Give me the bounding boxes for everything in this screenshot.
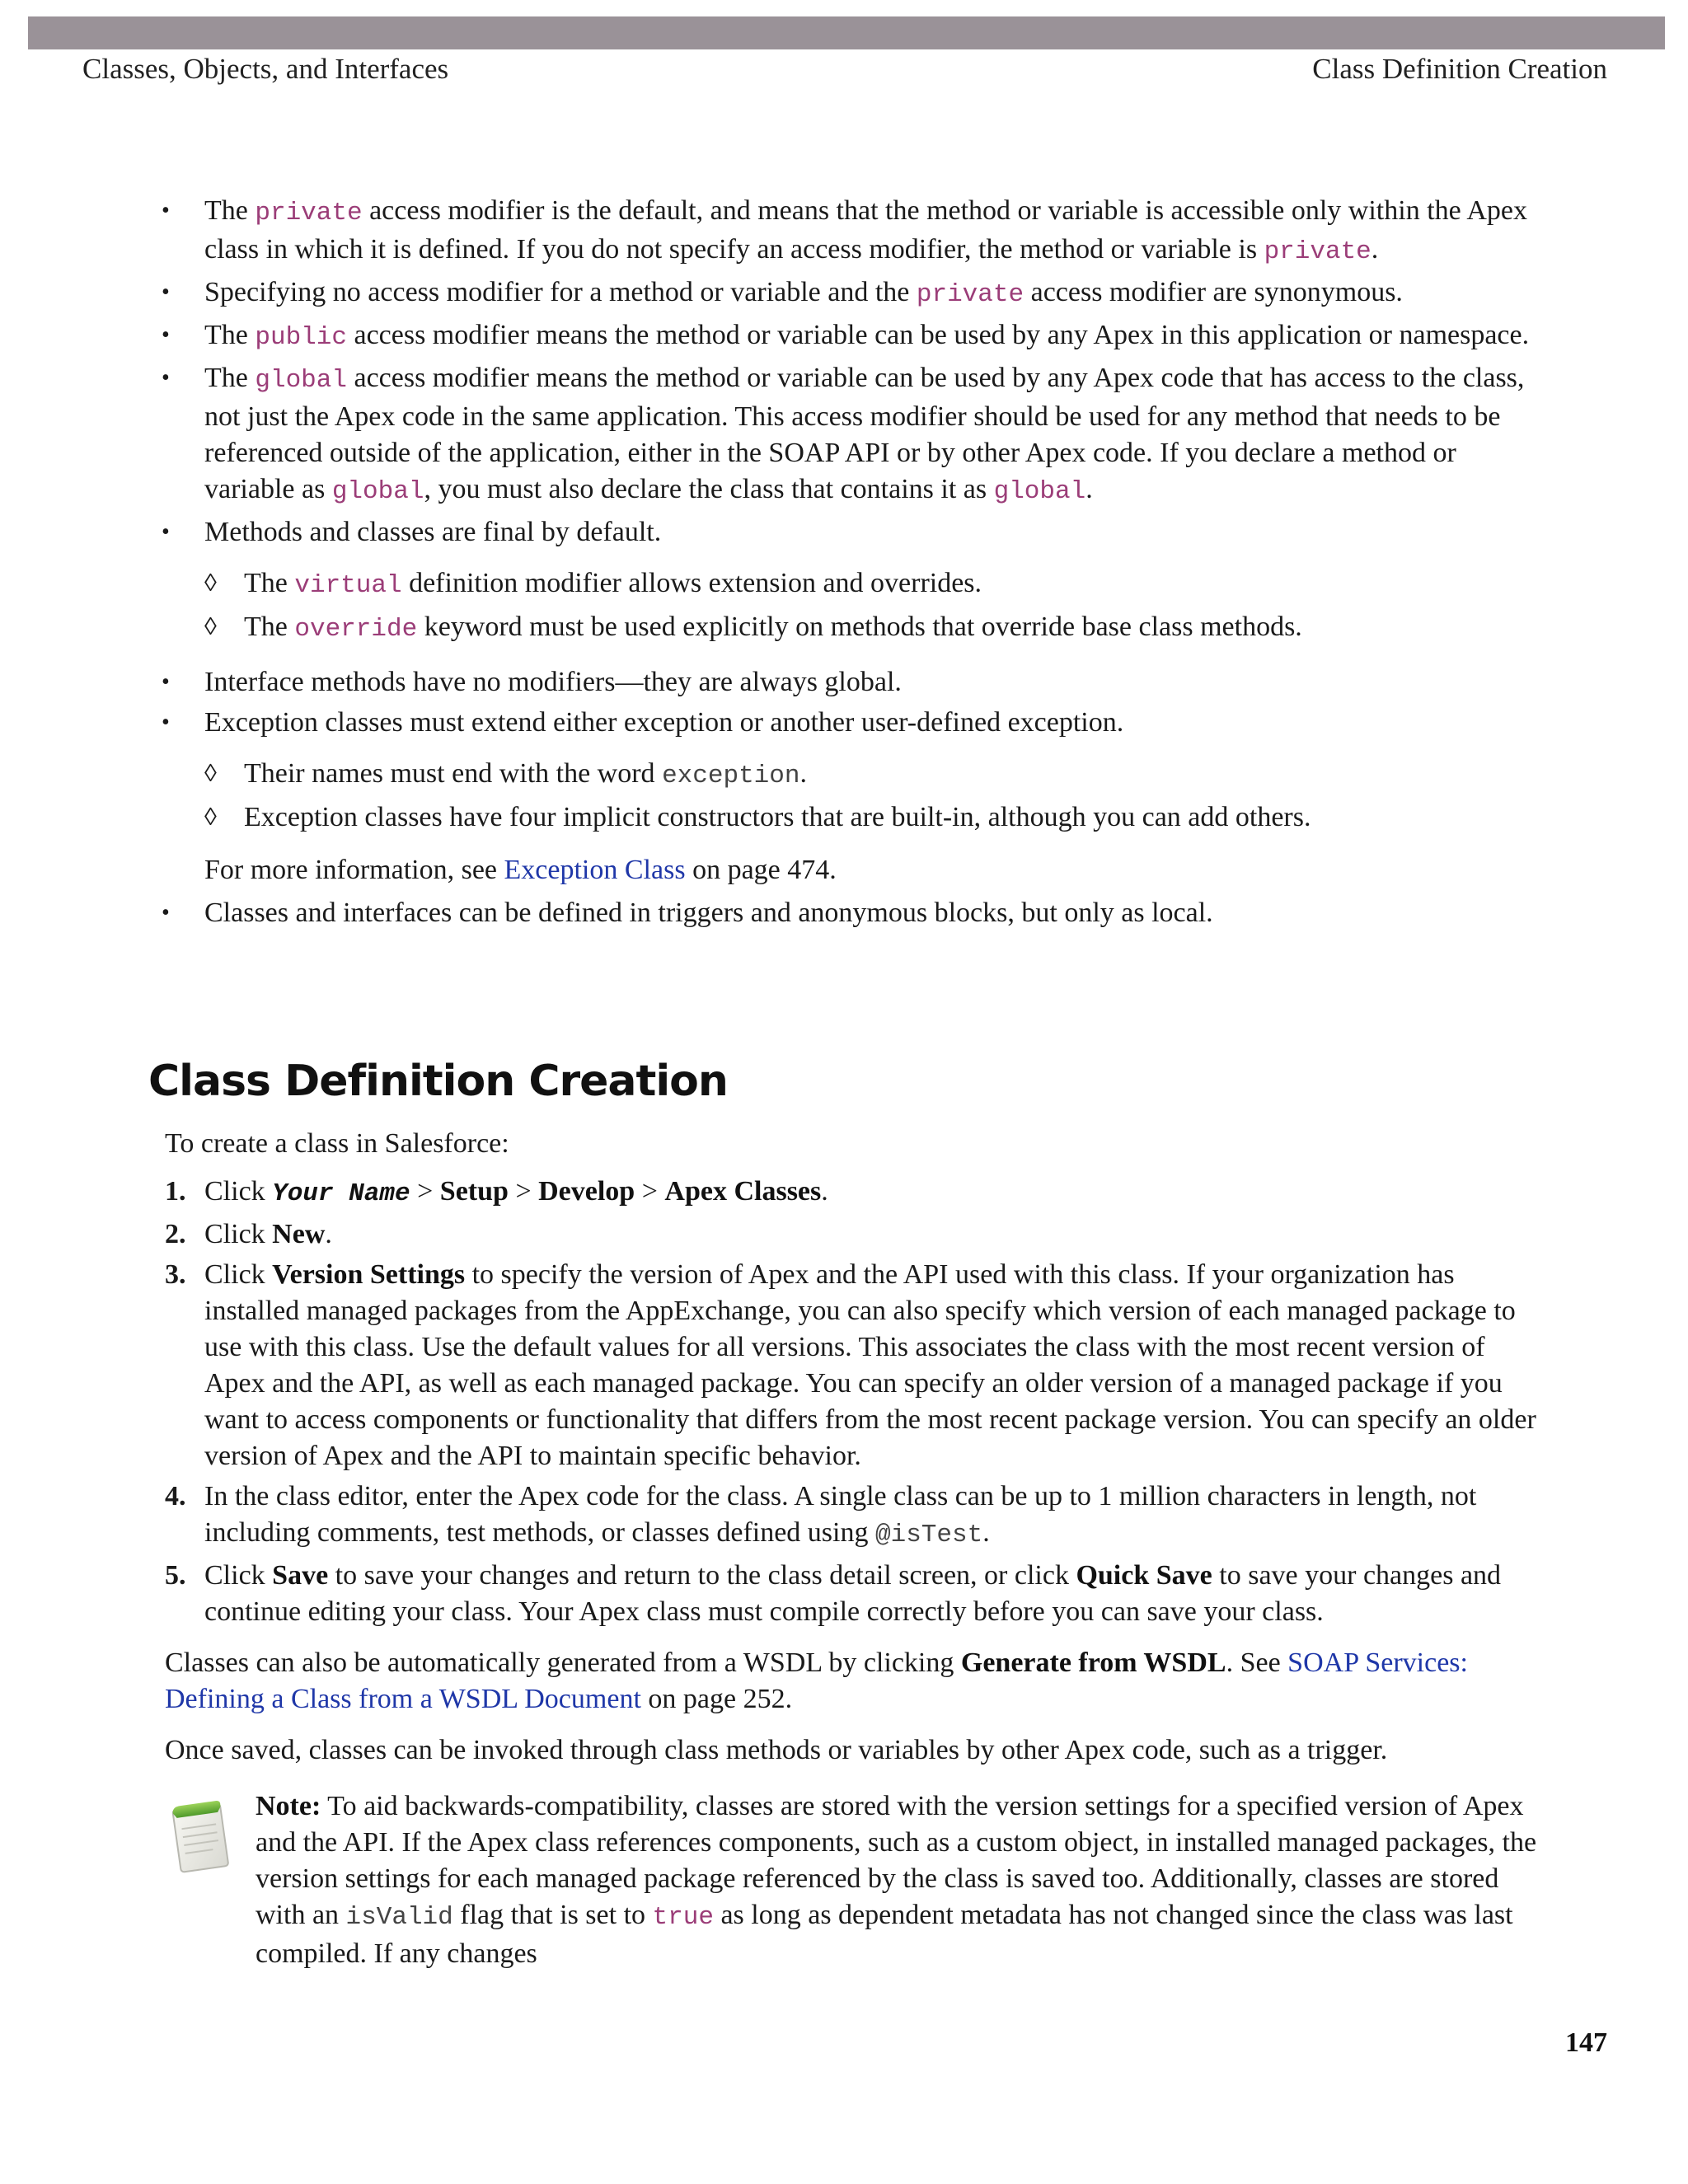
sub-list-item: ◊ Exception classes have four implicit constructors that are built-in, although you can add others. xyxy=(204,799,1546,836)
wsdl-paragraph: Classes can also be automatically generated from a WSDL by clicking Generate from WSDL. See SOAP Services: Defining a Class from a WSDL Document on page 252. xyxy=(165,1647,1468,1714)
list-item: • Exception classes must extend either exception or another user-defined exception. ◊ Their names must end with the word exception. ◊ Exception classes have four implicit constructors that are built-in, although you can add others. For more information, see Exception Class on page 474. xyxy=(0,705,1688,888)
inline-code: virtual xyxy=(294,571,402,600)
step-item: 4. In the class editor, enter the Apex code for the class. A single class can be up to 1 million characters in length, not including comments, test methods, or classes defined using @isTest. xyxy=(0,1479,1688,1554)
more-info-paragraph: For more information, see Exception Class on page 474. xyxy=(204,855,837,885)
access-modifier-list-block xyxy=(0,193,1688,935)
running-header-chapter: Classes, Objects, and Interfaces xyxy=(82,53,449,85)
step-number: 3. xyxy=(165,1259,186,1290)
sub-list xyxy=(204,565,1546,648)
access-modifier-list xyxy=(0,193,1688,931)
bullet-marker: • xyxy=(162,669,170,695)
inline-code: global xyxy=(331,477,424,506)
sub-list-item: ◊ The virtual definition modifier allows extension and overrides. xyxy=(204,565,1546,604)
diamond-marker: ◊ xyxy=(204,760,217,787)
inline-code: global xyxy=(993,477,1086,506)
diamond-marker: ◊ xyxy=(204,613,217,640)
list-item: • The public access modifier means the method or variable can be used by any Apex in this application or namespace. xyxy=(0,317,1688,356)
section-heading: Class Definition Creation xyxy=(148,1057,728,1106)
once-saved-paragraph: Once saved, classes can be invoked through class methods or variables by other Apex code, such as a trigger. xyxy=(165,1735,1388,1765)
soap-services-link[interactable]: SOAP Services: Defining a Class from a WSDL Document xyxy=(165,1647,1468,1714)
sub-list-item: ◊ Their names must end with the word exception. xyxy=(204,756,1546,794)
step-item: 2. Click New. xyxy=(0,1216,1688,1253)
bullet-marker: • xyxy=(162,322,170,348)
exception-class-link[interactable]: Exception Class xyxy=(504,855,686,885)
sub-list-item: ◊ The override keyword must be used explicitly on methods that override base class methods. xyxy=(204,609,1546,648)
step-number: 1. xyxy=(165,1176,186,1207)
inline-code: private xyxy=(1264,237,1372,266)
list-item: • Methods and classes are final by default. ◊ The virtual definition modifier allows extension and overrides. ◊ The override keyword must be used explicitly on methods that override base class methods. xyxy=(0,514,1688,648)
bullet-marker: • xyxy=(162,710,170,735)
bullet-marker: • xyxy=(162,519,170,545)
step-number: 4. xyxy=(165,1481,186,1511)
step-item: 3. Click Version Settings to specify the version of Apex and the API used with this class. If your organization has installed managed packages from the AppExchange, you can also specify which version of each managed package to use with this class. Use the default values for all versions. This associates the class with the most recent version of Apex and the API, as well as each managed package. You can specify an older version of a managed package if you want to access components or functionality that differs from the most recent package version. You can specify an older version of Apex and the API to maintain specific behavior. xyxy=(0,1257,1688,1474)
inline-code: Your Name xyxy=(272,1179,410,1208)
step-item: 5. Click Save to save your changes and return to the class detail screen, or click Quick Save to save your changes and continue editing your class. Your Apex class must compile correctly before you can save your class. xyxy=(0,1558,1688,1630)
bullet-marker: • xyxy=(162,279,170,305)
inline-code: override xyxy=(294,615,418,644)
inline-code: public xyxy=(255,323,347,352)
bullet-marker: • xyxy=(162,900,170,926)
section-intro: To create a class in Salesforce: xyxy=(165,1128,509,1159)
inline-code: global xyxy=(255,366,347,395)
step-number: 2. xyxy=(165,1219,186,1249)
list-item: • The global access modifier means the method or variable can be used by any Apex code that has access to the class, not just the Apex code in the same application. This access modifier should be used for any method that needs to be referenced outside of the application, either in the SOAP API or by other Apex code. If you declare a method or variable as global, you must also declare the class that contains it as global. xyxy=(0,360,1688,510)
note-label: Note: xyxy=(256,1791,321,1821)
note-icon xyxy=(166,1795,236,1877)
step-item: 1. Click Your Name > Setup > Develop > Apex Classes. xyxy=(0,1174,1688,1212)
diamond-marker: ◊ xyxy=(204,804,217,831)
inline-code: @isTest xyxy=(874,1521,983,1549)
running-header-section: Class Definition Creation xyxy=(1312,53,1607,85)
bullet-marker: • xyxy=(162,365,170,391)
inline-code: exception xyxy=(662,762,800,790)
note-text: Note: To aid backwards-compatibility, classes are stored with the version settings for a specified version of Apex and the API. If the Apex class references components, such as a custom object, in installed managed packages, the version settings for each managed package referenced by the class is saved too. Additionally, classes are stored with an isValid flag that is set to true as long as dependent metadata has not changed since the class was last compiled. If any changes xyxy=(256,1791,1537,1969)
list-item: • The private access modifier is the default, and means that the method or variable is accessible only within the Apex class in which it is defined. If you do not specify an access modifier, the method or variable is private. xyxy=(0,193,1688,270)
diamond-marker: ◊ xyxy=(204,569,217,597)
list-item: • Specifying no access modifier for a method or variable and the private access modifier are synonymous. xyxy=(0,274,1688,313)
page-top-bar xyxy=(28,16,1665,49)
note-callout xyxy=(0,1788,1688,1972)
bullet-marker: • xyxy=(162,198,170,223)
step-number: 5. xyxy=(165,1560,186,1591)
list-item: • Interface methods have no modifiers—they are always global. xyxy=(0,664,1688,701)
steps-list xyxy=(0,1174,1688,1630)
section-body xyxy=(0,1126,1688,1972)
list-item: • Classes and interfaces can be defined in triggers and anonymous blocks, but only as local. xyxy=(0,895,1688,931)
sub-list xyxy=(204,756,1546,836)
inline-code: isValid xyxy=(345,1903,453,1932)
inline-code: private xyxy=(255,199,363,227)
inline-code: private xyxy=(916,280,1025,309)
page-number: 147 xyxy=(1565,2027,1607,2058)
inline-code: true xyxy=(652,1903,714,1932)
